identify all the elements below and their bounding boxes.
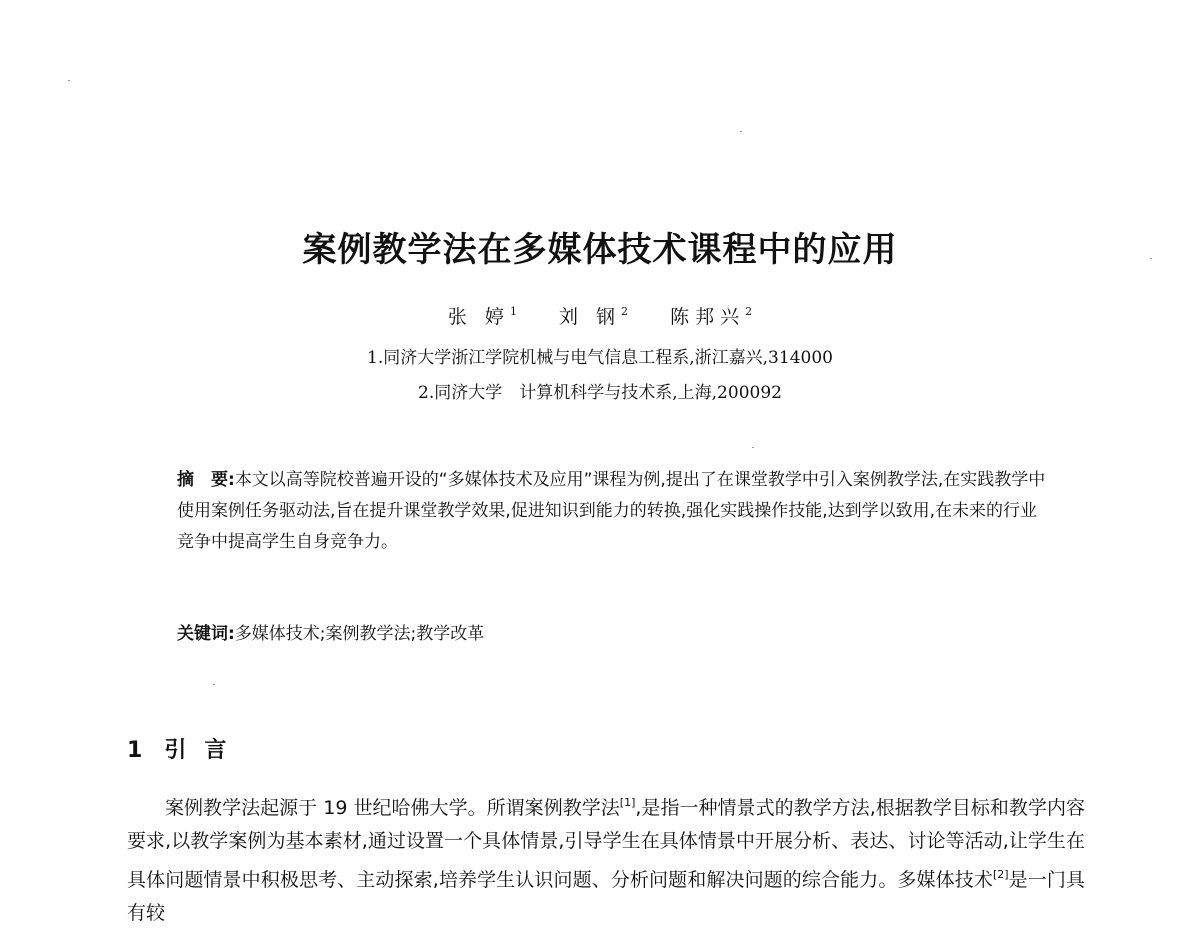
keywords-label: 关键词: bbox=[177, 624, 235, 644]
scan-speck bbox=[213, 684, 215, 685]
scan-speck bbox=[740, 131, 742, 132]
author: 陈邦兴$^2$ bbox=[670, 305, 753, 328]
keywords bbox=[177, 620, 1047, 648]
citation: [1] bbox=[619, 796, 636, 809]
section-number: 1 bbox=[127, 738, 143, 763]
citation: [2] bbox=[992, 868, 1009, 881]
body-paragraph: 案例教学法起源于 19 世纪哈佛大学。所谓案例教学法[1],是指一种情景式的教学方法,根据教学目标和教学内容要求,以教学案例为基本素材,通过设置一个具体情景,引导学生在具体情景中开展分析、表达、讨论等活动,让学生在具体问题情景中积极思考、主动探索,培养学生认识问题、分析问题和解决问题的综合能力。多媒体技术[2]是一门具有较 bbox=[127, 796, 1085, 924]
affiliation: 2.同济大学 计算机科学与技术系,上海,200092 bbox=[418, 383, 782, 403]
section-title: 引言 bbox=[164, 738, 245, 763]
author: 刘 钢$^2$ bbox=[558, 305, 629, 328]
paper-title: 案例教学法在多媒体技术课程中的应用 bbox=[302, 230, 898, 270]
scan-speck bbox=[752, 447, 754, 448]
keywords-text: 多媒体技术;案例教学法;教学改革 bbox=[234, 624, 485, 644]
abstract bbox=[177, 465, 1047, 558]
author: 张 婷$^1$ bbox=[447, 305, 517, 328]
abstract-label: 摘 要: bbox=[177, 470, 235, 490]
abstract-text: 本文以高等院校普遍开设的“多媒体技术及应用”课程为例,提出了在课堂教学中引入案例教学法,在实践教学中使用案例任务驱动法,旨在提升课堂教学效果,促进知识到能力的转换,强化实践操作技能,达到学以致用,在未来的行业竞争中提高学生自身竞争力。 bbox=[177, 470, 1046, 552]
affiliation: 1.同济大学浙江学院机械与电气信息工程系,浙江嘉兴,314000 bbox=[367, 348, 833, 368]
author-list bbox=[0, 302, 1200, 329]
scan-speck bbox=[68, 80, 70, 81]
section-heading bbox=[127, 733, 244, 764]
